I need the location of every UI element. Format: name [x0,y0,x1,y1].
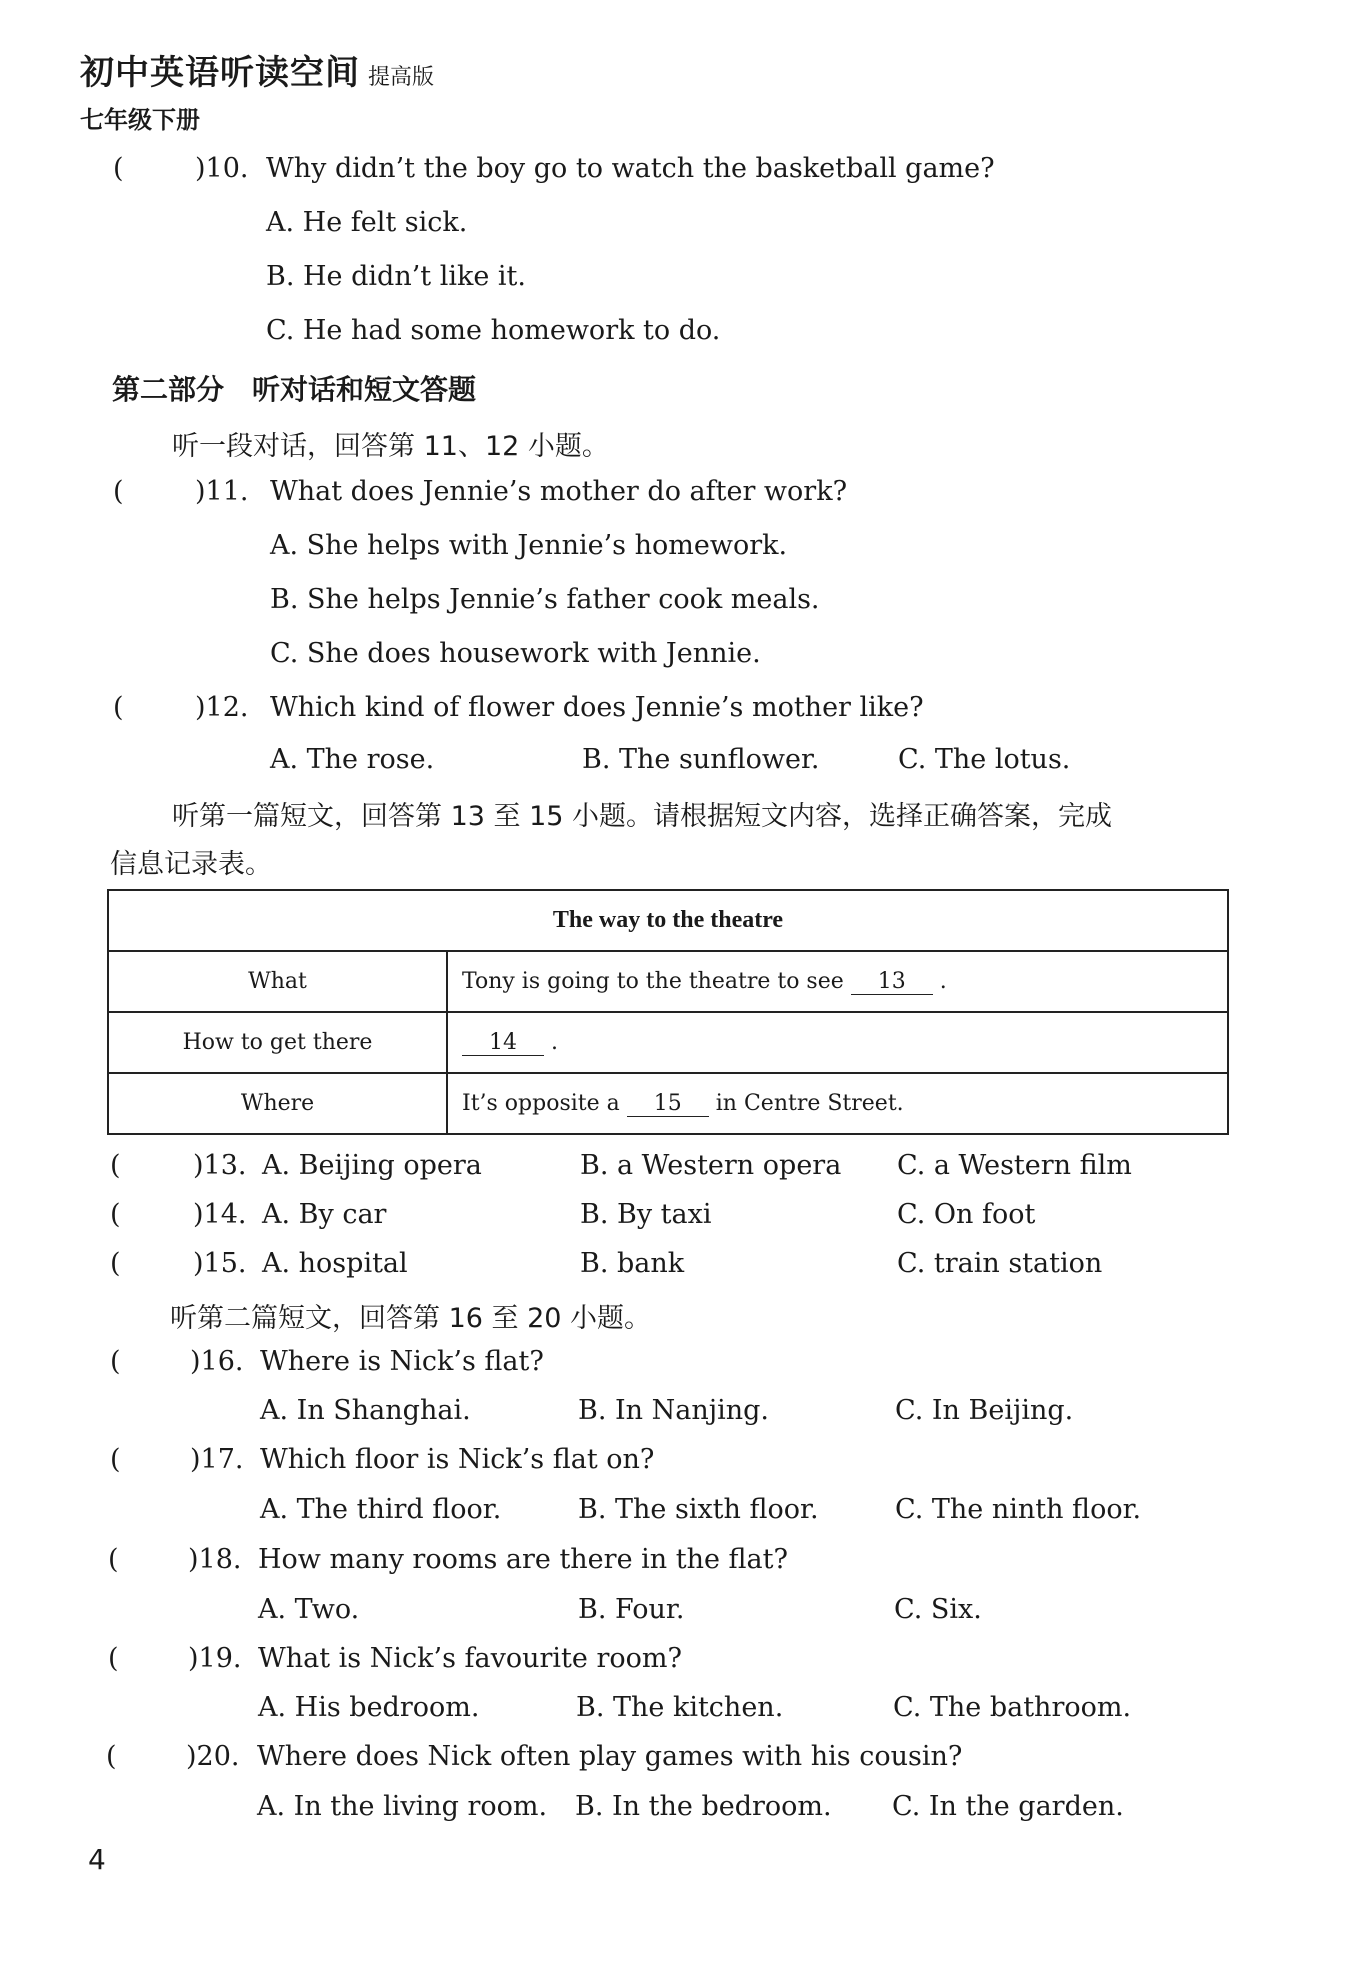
option-c: C. The bathroom. [893,1692,1132,1723]
table-row [108,1012,1228,1073]
option-b: B. She helps Jennie’s father cook meals. [270,584,820,615]
question-text: Where is Nick’s flat? [260,1346,544,1377]
table-row [108,951,1228,1012]
answer-bracket[interactable]: ( [108,1544,119,1575]
option-c: C. He had some homework to do. [266,315,721,346]
option-c: C. On foot [897,1199,1036,1230]
answer-bracket[interactable]: ( [113,476,124,507]
row-label: How to get there [108,1012,447,1073]
table-title: The way to the theatre [108,890,1228,951]
option-b: B. In the bedroom. [575,1791,832,1822]
option-b: B. The sixth floor. [578,1494,819,1525]
answer-bracket[interactable]: ( [110,1444,121,1475]
option-b: B. a Western opera [580,1150,842,1181]
question-text: Where does Nick often play games with his cousin? [257,1741,963,1772]
option-c: C. She does housework with Jennie. [270,638,761,669]
question-number: )10. [195,153,249,184]
option-b: B. bank [580,1248,685,1279]
row-label: What [108,951,447,1012]
question-number: )15. [193,1248,247,1279]
question-number: )16. [190,1346,244,1377]
page-number: 4 [88,1843,106,1876]
option-a: A. He felt sick. [266,207,468,238]
fill-blank[interactable]: 13 [851,969,933,995]
answer-bracket[interactable]: ( [113,153,124,184]
question-number: )12. [195,692,249,723]
option-c: C. The lotus. [898,744,1071,775]
question-text: Why didn’t the boy go to watch the basketball game? [266,153,995,184]
fill-blank[interactable]: 14 [462,1030,544,1056]
question-number: )13. [193,1150,247,1181]
option-c: C. In the garden. [892,1791,1124,1822]
answer-bracket[interactable]: ( [106,1741,117,1772]
series-title: 初中英语听读空间 [80,53,360,93]
option-b: B. Four. [578,1594,685,1625]
answer-bracket[interactable]: ( [110,1199,121,1230]
question-number: )11. [195,476,249,507]
question-text: Which kind of flower does Jennie’s mother like? [270,692,924,723]
instruction-passage-1: 听第一篇短文，回答第 13 至 15 小题。请根据短文内容，选择正确答案，完成 [172,801,1113,832]
option-b: B. He didn’t like it. [266,261,526,292]
instruction-passage-2: 听第二篇短文，回答第 16 至 20 小题。 [170,1303,652,1334]
question-text: What does Jennie’s mother do after work? [270,476,848,507]
page-header [80,45,434,135]
row-value: Tony is going to the theatre to see 13 . [447,951,1228,1012]
option-a: A. Two. [258,1594,360,1625]
question-number: )20. [186,1741,240,1772]
option-a: A. By car [262,1199,387,1230]
option-c: C. In Beijing. [895,1395,1074,1426]
section-title: 第二部分 听对话和短文答题 [112,373,477,406]
fill-blank[interactable]: 15 [627,1091,709,1117]
instruction-passage-1-cont: 信息记录表。 [110,849,272,880]
option-a: A. Beijing opera [262,1150,482,1181]
row-label: Where [108,1073,447,1134]
answer-bracket[interactable]: ( [113,692,124,723]
option-a: A. hospital [262,1248,408,1279]
question-number: )17. [190,1444,244,1475]
answer-bracket[interactable]: ( [108,1643,119,1674]
question-text: Which floor is Nick’s flat on? [260,1444,655,1475]
grade-label: 七年级下册 [80,106,200,134]
question-number: )14. [193,1199,247,1230]
question-number: )19. [188,1643,242,1674]
option-a: A. In Shanghai. [260,1395,471,1426]
option-c: C. Six. [894,1594,982,1625]
row-value: It’s opposite a 15 in Centre Street. [447,1073,1228,1134]
option-b: B. By taxi [580,1199,712,1230]
table-row [108,1073,1228,1134]
option-c: C. train station [897,1248,1103,1279]
option-b: B. In Nanjing. [578,1395,770,1426]
answer-bracket[interactable]: ( [110,1248,121,1279]
question-text: How many rooms are there in the flat? [258,1544,788,1575]
answer-bracket[interactable]: ( [110,1346,121,1377]
option-b: B. The kitchen. [576,1692,784,1723]
option-a: A. His bedroom. [258,1692,480,1723]
option-c: C. The ninth floor. [895,1494,1142,1525]
option-a: A. She helps with Jennie’s homework. [270,530,788,561]
edition-label: 提高版 [368,65,435,90]
answer-bracket[interactable]: ( [110,1150,121,1181]
question-text: What is Nick’s favourite room? [258,1643,682,1674]
row-value: 14 . [447,1012,1228,1073]
option-a: A. The third floor. [260,1494,502,1525]
option-c: C. a Western film [897,1150,1132,1181]
info-table [107,889,1229,1135]
option-b: B. The sunflower. [582,744,820,775]
instruction-dialogue: 听一段对话，回答第 11、12 小题。 [172,431,609,462]
option-a: A. The rose. [270,744,435,775]
option-a: A. In the living room. [257,1791,548,1822]
question-number: )18. [188,1544,242,1575]
